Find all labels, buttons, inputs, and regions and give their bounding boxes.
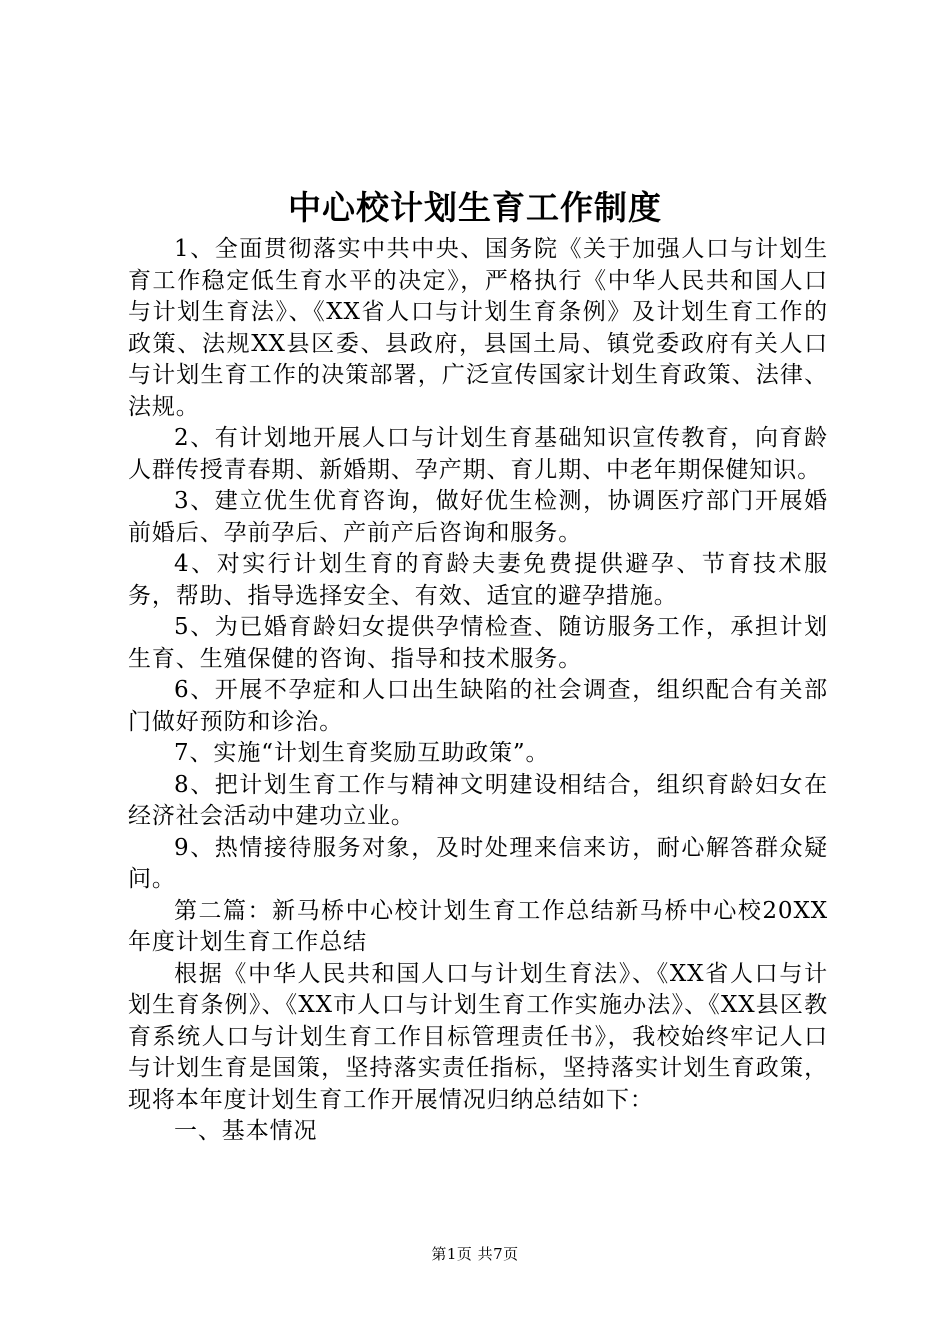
paragraph-8: 8、把计划生育工作与精神文明建设相结合，组织育龄妇女在经济社会活动中建功立业。: [128, 771, 828, 829]
section-heading-part-two: 第二篇：新马桥中心校计划生育工作总结新马桥中心校20XX年度计划生育工作总结: [128, 897, 828, 955]
paragraph-5: 5、为已婚育龄妇女提供孕情检查、随访服务工作，承担计划生育、生殖保健的咨询、指导和技术服务。: [128, 614, 828, 672]
page-number-footer: 第1页 共7页: [431, 1245, 519, 1263]
paragraph-2: 2、有计划地开展人口与计划生育基础知识宣传教育，向育龄人群传授青春期、新婚期、孕产期、育儿期、中老年期保健知识。: [128, 425, 828, 483]
paragraph-1: 1、全面贯彻落实中共中央、国务院《关于加强人口与计划生育工作稳定低生育水平的决定》，严格执行《中华人民共和国人口与计划生育法》、《XX省人口与计划生育条例》及计划生育工作的政策、法规XX县区委、县政府，县国土局、镇党委政府有关人口与计划生育工作的决策部署，广泛宣传国家计划生育政策、法律、法规。: [128, 236, 828, 420]
paragraph-summary-intro: 根据《中华人民共和国人口与计划生育法》、《XX省人口与计划生育条例》、《XX市人口与计划生育工作实施办法》、《XX县区教育系统人口与计划生育工作目标管理责任书》，我校始终牢记人口与计划生育是国策，坚持落实责任指标，坚持落实计划生育政策，现将本年度计划生育工作开展情况归纳总结如下：: [128, 960, 828, 1113]
document-body: [128, 234, 828, 1148]
paragraph-3: 3、建立优生优育咨询，做好优生检测，协调医疗部门开展婚前婚后、孕前孕后、产前产后咨询和服务。: [128, 488, 828, 546]
section-heading-basic-situation: 一、基本情况: [174, 1118, 318, 1144]
paragraph-7: 7、实施“计划生育奖励互助政策”。: [174, 740, 550, 766]
paragraph-6: 6、开展不孕症和人口出生缺陷的社会调查，组织配合有关部门做好预防和诊治。: [128, 677, 828, 735]
document-title: 中心校计划生育工作制度: [288, 188, 662, 227]
paragraph-9: 9、热情接待服务对象，及时处理来信来访，耐心解答群众疑问。: [128, 834, 828, 892]
paragraph-4: 4、对实行计划生育的育龄夫妻免费提供避孕、节育技术服务，帮助、指导选择安全、有效、适宜的避孕措施。: [128, 551, 828, 609]
